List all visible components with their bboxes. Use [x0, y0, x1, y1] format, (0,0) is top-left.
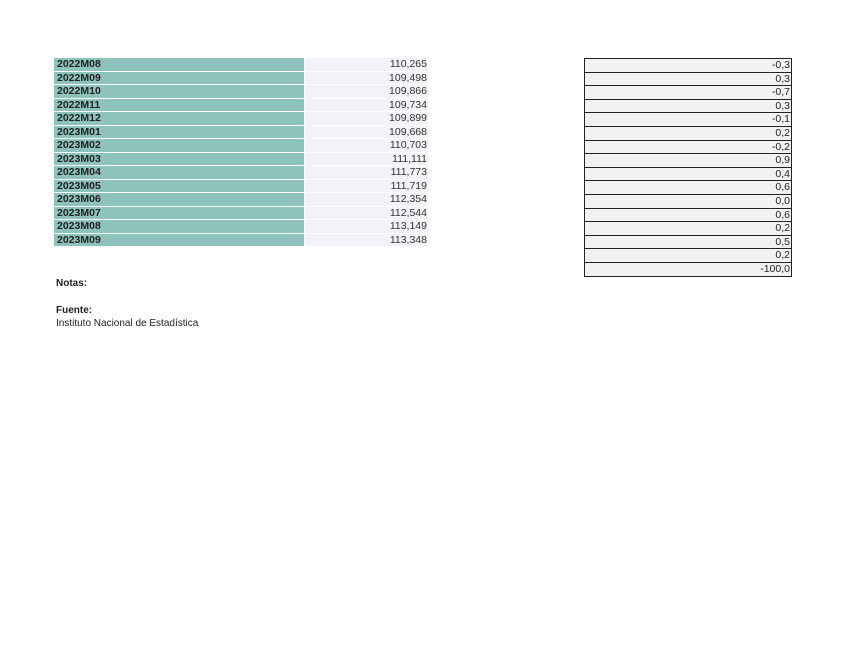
period-label: 2023M09 — [54, 234, 304, 248]
table-row — [54, 72, 428, 86]
index-value: 112,354 — [305, 193, 428, 207]
source-label: Fuente: — [56, 305, 93, 316]
index-value: 109,498 — [305, 72, 428, 86]
index-value: 110,703 — [305, 139, 428, 153]
rate-cell: 0,2 — [584, 127, 792, 141]
table-row — [54, 220, 428, 234]
table-row — [54, 126, 428, 140]
rate-cell: -100,0 — [584, 263, 792, 277]
index-value: 112,544 — [305, 207, 428, 221]
rate-cell: 0,9 — [584, 154, 792, 168]
index-value: 113,149 — [305, 220, 428, 234]
period-label: 2023M05 — [54, 180, 304, 194]
table-row — [54, 234, 428, 248]
index-value: 111,111 — [305, 153, 428, 167]
period-label: 2023M04 — [54, 166, 304, 180]
rate-cell: 0,3 — [584, 73, 792, 87]
period-label: 2023M06 — [54, 193, 304, 207]
period-label: 2022M12 — [54, 112, 304, 126]
rate-column — [584, 58, 792, 277]
index-value: 109,866 — [305, 85, 428, 99]
source-text: Instituto Nacional de Estadística — [56, 318, 199, 329]
table-row — [54, 153, 428, 167]
rate-cell: -0,7 — [584, 86, 792, 100]
notes-section — [56, 277, 198, 330]
table-row — [54, 58, 428, 72]
period-label: 2023M08 — [54, 220, 304, 234]
rate-cell: 0,3 — [584, 100, 792, 114]
notes-label: Notas: — [56, 278, 88, 289]
spacer — [56, 290, 198, 304]
table-row — [54, 207, 428, 221]
rate-cell: 0,2 — [584, 222, 792, 236]
index-value: 109,668 — [305, 126, 428, 140]
index-value: 109,899 — [305, 112, 428, 126]
rate-cell: 0,0 — [584, 195, 792, 209]
period-label: 2023M07 — [54, 207, 304, 221]
table-row — [54, 166, 428, 180]
table-row — [54, 180, 428, 194]
table-row — [54, 139, 428, 153]
period-label: 2023M01 — [54, 126, 304, 140]
rate-cell: 0,6 — [584, 181, 792, 195]
index-value: 111,773 — [305, 166, 428, 180]
rate-cell: 0,2 — [584, 249, 792, 263]
rate-cell: -0,2 — [584, 141, 792, 155]
table-row — [54, 193, 428, 207]
index-value: 111,719 — [305, 180, 428, 194]
rate-cell: -0,1 — [584, 113, 792, 127]
table-row — [54, 99, 428, 113]
index-value: 109,734 — [305, 99, 428, 113]
period-label: 2022M08 — [54, 58, 304, 72]
index-value: 113,348 — [305, 234, 428, 248]
period-label: 2023M02 — [54, 139, 304, 153]
period-label: 2022M10 — [54, 85, 304, 99]
index-value: 110,265 — [305, 58, 428, 72]
rate-cell: -0,3 — [584, 59, 792, 73]
rate-cell: 0,4 — [584, 168, 792, 182]
period-value-table — [54, 58, 428, 247]
rate-cell: 0,6 — [584, 209, 792, 223]
table-row — [54, 112, 428, 126]
period-label: 2023M03 — [54, 153, 304, 167]
table-row — [54, 85, 428, 99]
rate-cell: 0,5 — [584, 236, 792, 250]
period-label: 2022M11 — [54, 99, 304, 113]
period-label: 2022M09 — [54, 72, 304, 86]
